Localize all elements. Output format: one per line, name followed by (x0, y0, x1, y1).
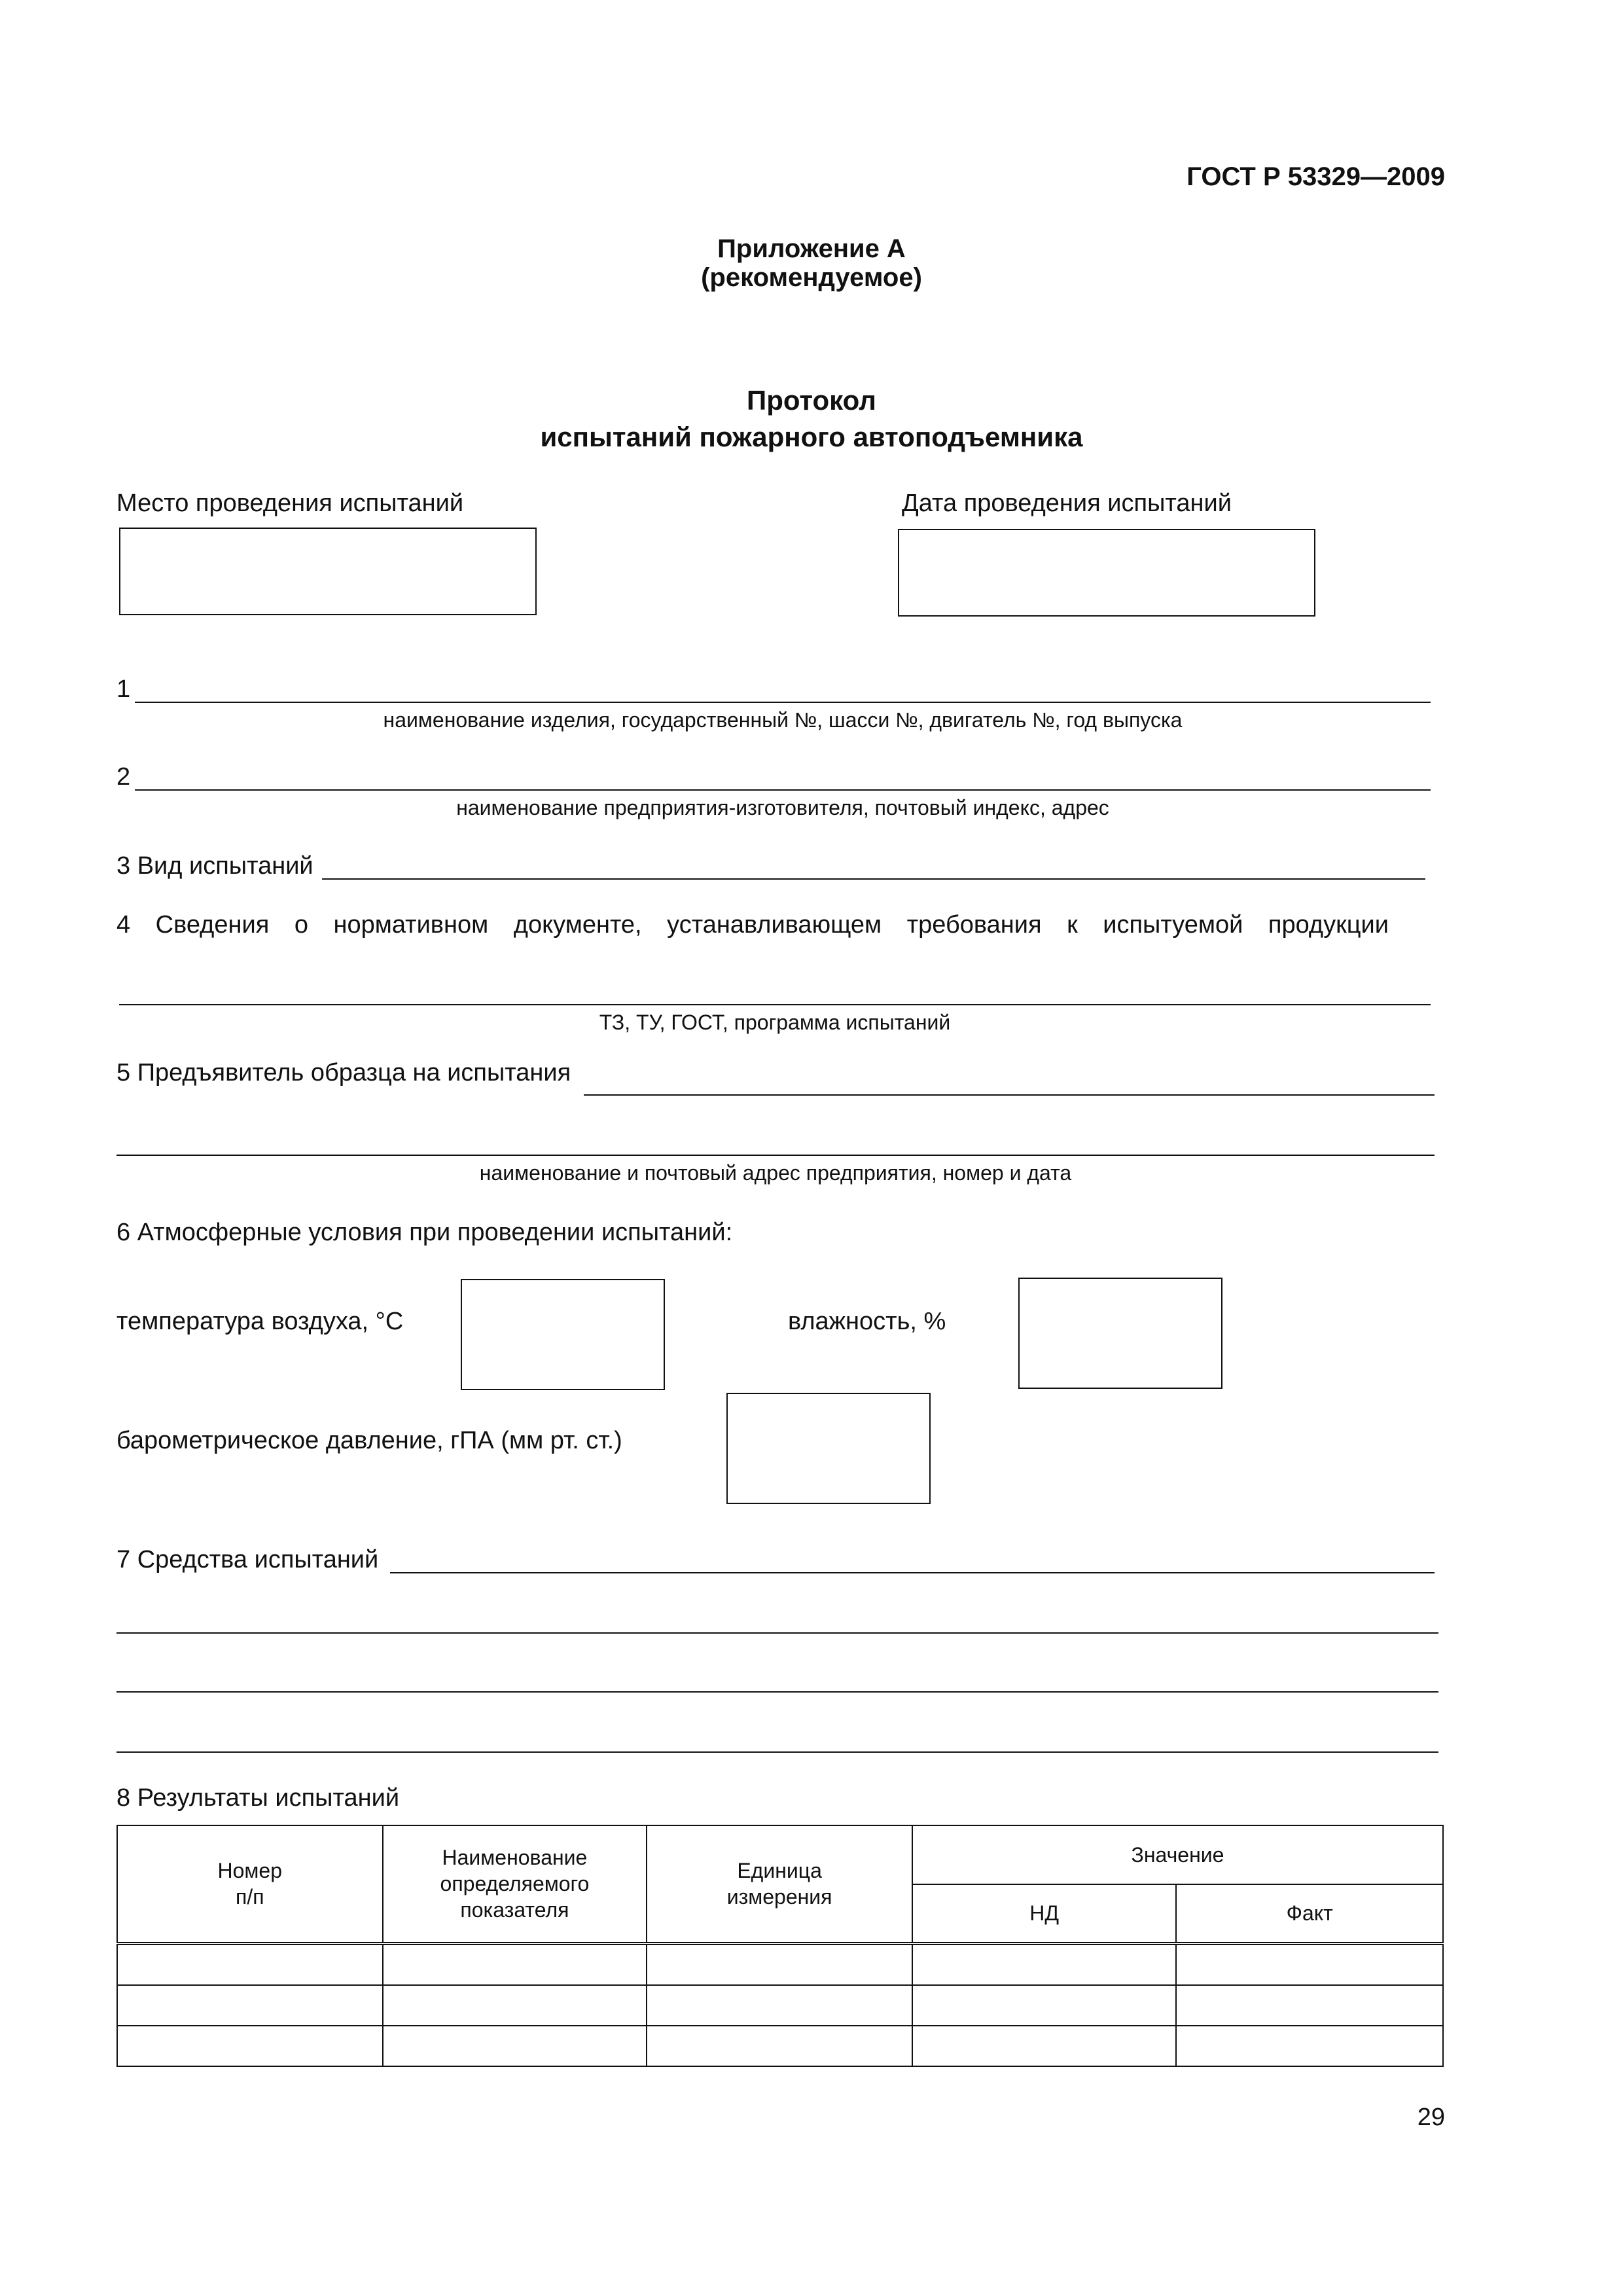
humidity-label: влажность, % (788, 1308, 946, 1335)
item3-label: 3 Вид испытаний (116, 852, 313, 880)
results-table (116, 1825, 1444, 2067)
table-row (117, 1985, 1443, 2026)
col-number-line: Номер (217, 1859, 283, 1883)
item4-caption: ТЗ, ТУ, ГОСТ, программа испытаний (599, 1011, 951, 1034)
item5-line[interactable] (584, 1094, 1435, 1096)
temperature-label: температура воздуха, °С (116, 1308, 404, 1335)
item4-word: к (1067, 911, 1078, 939)
item4-word: нормативном (333, 911, 489, 939)
col-header-fact: Факт (1176, 1884, 1443, 1943)
table-cell[interactable] (912, 2026, 1177, 2066)
col-number-line: п/п (236, 1885, 264, 1909)
humidity-field[interactable] (1018, 1278, 1222, 1389)
item5-line-2[interactable] (116, 1155, 1435, 1156)
item4-number: 4 (116, 911, 131, 939)
table-cell[interactable] (1176, 1943, 1443, 1985)
col-header-name (383, 1825, 647, 1943)
date-label: Дата проведения испытаний (902, 490, 1232, 517)
table-cell[interactable] (383, 1943, 647, 1985)
item4-word: документе, (513, 911, 642, 939)
item7-line-4[interactable] (116, 1751, 1438, 1753)
item7-line-2[interactable] (116, 1632, 1438, 1634)
table-cell[interactable] (647, 2026, 912, 2066)
protocol-title: Протокол (747, 385, 876, 416)
item1-line[interactable] (135, 702, 1431, 703)
item8-label: 8 Результаты испытаний (116, 1784, 400, 1812)
table-cell[interactable] (1176, 2026, 1443, 2066)
item2-line[interactable] (135, 789, 1431, 791)
temperature-field[interactable] (461, 1279, 665, 1390)
table-cell[interactable] (117, 1943, 383, 1985)
item7-line-3[interactable] (116, 1691, 1438, 1693)
col-name-line: определяемого (440, 1872, 590, 1896)
table-cell[interactable] (647, 1943, 912, 1985)
col-header-unit (647, 1825, 912, 1943)
protocol-subtitle: испытаний пожарного автоподъемника (540, 422, 1083, 452)
place-label: Место проведения испытаний (116, 490, 464, 517)
item4-word: устанавливающем (667, 911, 882, 939)
col-unit-line: Единица (737, 1859, 822, 1883)
col-header-number (117, 1825, 383, 1943)
item3-line[interactable] (322, 878, 1425, 880)
item2-caption: наименование предприятия-изготовителя, почтовый индекс, адрес (456, 796, 1109, 819)
pressure-field[interactable] (726, 1393, 931, 1504)
pressure-label: барометрическое давление, гПА (мм рт. ст.) (116, 1427, 622, 1454)
page-number: 29 (1417, 2104, 1445, 2131)
table-cell[interactable] (117, 1985, 383, 2026)
appendix-note: (рекомендуемое) (701, 263, 922, 292)
col-header-nd: НД (912, 1884, 1177, 1943)
table-cell[interactable] (647, 1985, 912, 2026)
appendix-title: Приложение А (717, 234, 906, 263)
table-cell[interactable] (383, 1985, 647, 2026)
table-cell[interactable] (912, 1985, 1177, 2026)
item6-label: 6 Атмосферные условия при проведении испытаний: (116, 1219, 733, 1246)
item4-word: испытуемой (1103, 911, 1243, 939)
item4-word: продукции (1268, 911, 1389, 939)
col-header-value: Значение (912, 1825, 1443, 1884)
item7-line[interactable] (390, 1572, 1435, 1573)
col-name-line: показателя (460, 1898, 569, 1922)
table-row (117, 2026, 1443, 2066)
item4-line[interactable] (119, 1004, 1431, 1005)
item4-word: Сведения (155, 911, 270, 939)
col-name-line: Наименование (442, 1846, 588, 1870)
date-field[interactable] (898, 529, 1315, 617)
item2-number: 2 (116, 763, 131, 791)
item1-number: 1 (116, 675, 131, 703)
table-cell[interactable] (912, 1943, 1177, 1985)
place-field[interactable] (119, 528, 537, 615)
item5-label: 5 Предъявитель образца на испытания (116, 1059, 571, 1086)
item5-caption: наименование и почтовый адрес предприятия, номер и дата (479, 1161, 1072, 1185)
item1-caption: наименование изделия, государственный №, шасси №, двигатель №, год выпуска (383, 708, 1183, 732)
table-row (117, 1943, 1443, 1985)
item4-word: требования (906, 911, 1042, 939)
table-cell[interactable] (1176, 1985, 1443, 2026)
table-cell[interactable] (117, 2026, 383, 2066)
item4-word: о (294, 911, 308, 939)
col-unit-line: измерения (726, 1885, 832, 1909)
table-cell[interactable] (383, 2026, 647, 2066)
item7-label: 7 Средства испытаний (116, 1546, 379, 1573)
standard-number: ГОСТ Р 53329—2009 (1186, 162, 1445, 191)
item4-label (116, 911, 1389, 939)
